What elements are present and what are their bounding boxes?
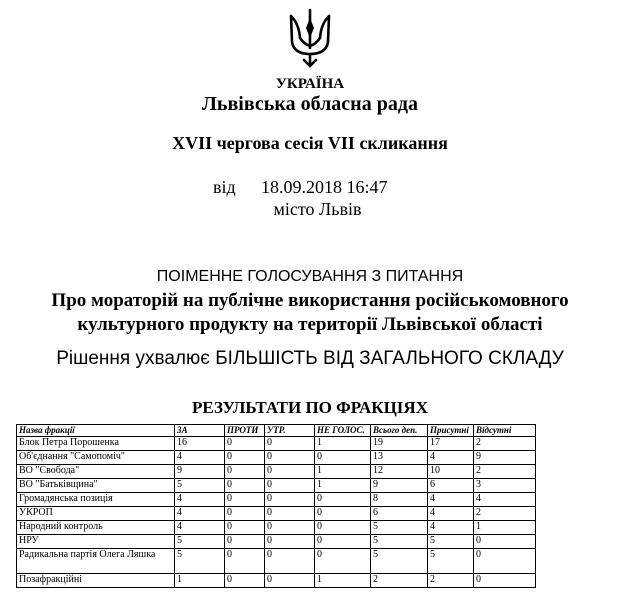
cell-present: 2 bbox=[428, 574, 474, 588]
vote-heading: ПОІМЕННЕ ГОЛОСУВАННЯ З ПИТАННЯ bbox=[156, 268, 464, 285]
topic-line-2: культурного продукту на території Львівської області bbox=[77, 314, 543, 335]
cell-present: 17 bbox=[428, 437, 474, 451]
col-header-absent: Відсутні bbox=[474, 425, 536, 437]
cell-against: 0 bbox=[225, 451, 265, 465]
cell-not-voted: 1 bbox=[315, 437, 371, 451]
cell-not-voted: 0 bbox=[315, 521, 371, 535]
cell-present: 4 bbox=[428, 493, 474, 507]
faction-results-table bbox=[16, 424, 536, 588]
cell-against: 0 bbox=[225, 465, 265, 479]
cell-total: 5 bbox=[371, 549, 428, 574]
session-title: XVII чергова сесія VII скликання bbox=[172, 133, 448, 153]
col-header-abstain: УТР. bbox=[265, 425, 315, 437]
cell-against: 0 bbox=[225, 437, 265, 451]
cell-for: 5 bbox=[175, 535, 225, 549]
table-row bbox=[17, 479, 536, 493]
cell-total: 6 bbox=[371, 507, 428, 521]
cell-total: 5 bbox=[371, 535, 428, 549]
faction-name: ВО "Свобода" bbox=[17, 465, 175, 479]
cell-not-voted: 0 bbox=[315, 493, 371, 507]
cell-absent: 2 bbox=[474, 465, 536, 479]
cell-present: 4 bbox=[428, 507, 474, 521]
cell-total: 2 bbox=[371, 574, 428, 588]
cell-not-voted: 0 bbox=[315, 451, 371, 465]
date-prefix: від bbox=[213, 177, 236, 197]
vote-datetime: 18.09.2018 16:47 bbox=[261, 177, 388, 197]
col-header-against: ПРОТИ bbox=[225, 425, 265, 437]
country-name: УКРАЇНА bbox=[275, 76, 345, 92]
cell-present: 5 bbox=[428, 549, 474, 574]
cell-abstain: 0 bbox=[265, 465, 315, 479]
cell-total: 5 bbox=[371, 521, 428, 535]
table-row bbox=[17, 535, 536, 549]
cell-abstain: 0 bbox=[265, 437, 315, 451]
city-name: місто Львів bbox=[273, 199, 362, 219]
cell-absent: 2 bbox=[474, 507, 536, 521]
vote-topic bbox=[0, 289, 620, 337]
faction-name: УКРОП bbox=[17, 507, 175, 521]
cell-present: 10 bbox=[428, 465, 474, 479]
cell-present: 4 bbox=[428, 521, 474, 535]
table-row bbox=[17, 465, 536, 479]
table-row bbox=[17, 493, 536, 507]
col-header-not-voted: НЕ ГОЛОС. bbox=[315, 425, 371, 437]
faction-name: ВО "Батьківщина" bbox=[17, 479, 175, 493]
cell-abstain: 0 bbox=[265, 507, 315, 521]
cell-for: 4 bbox=[175, 493, 225, 507]
faction-name: Блок Петра Порошенка bbox=[17, 437, 175, 451]
cell-for: 5 bbox=[175, 479, 225, 493]
cell-absent: 2 bbox=[474, 437, 536, 451]
cell-for: 4 bbox=[175, 451, 225, 465]
col-header-for: ЗА bbox=[175, 425, 225, 437]
topic-line-1: Про мораторій на публічне використання російськомовного bbox=[51, 290, 569, 311]
cell-for: 5 bbox=[175, 549, 225, 574]
cell-total: 9 bbox=[371, 479, 428, 493]
cell-absent: 9 bbox=[474, 451, 536, 465]
table-row bbox=[17, 507, 536, 521]
cell-for: 4 bbox=[175, 507, 225, 521]
trident-emblem-icon bbox=[286, 8, 334, 68]
cell-against: 0 bbox=[225, 574, 265, 588]
cell-abstain: 0 bbox=[265, 549, 315, 574]
faction-name: Народний контроль bbox=[17, 521, 175, 535]
cell-absent: 0 bbox=[474, 549, 536, 574]
cell-present: 4 bbox=[428, 451, 474, 465]
table-header-row bbox=[17, 425, 536, 437]
cell-abstain: 0 bbox=[265, 574, 315, 588]
cell-for: 1 bbox=[175, 574, 225, 588]
cell-abstain: 0 bbox=[265, 493, 315, 507]
faction-name: Позафракційні bbox=[17, 574, 175, 588]
cell-not-voted: 0 bbox=[315, 507, 371, 521]
faction-name: Радикальна партія Олега Ляшка bbox=[17, 549, 175, 574]
cell-against: 0 bbox=[225, 493, 265, 507]
cell-total: 8 bbox=[371, 493, 428, 507]
cell-abstain: 0 bbox=[265, 479, 315, 493]
col-header-faction: Назва фракції bbox=[17, 425, 175, 437]
cell-total: 13 bbox=[371, 451, 428, 465]
table-row bbox=[17, 549, 536, 574]
cell-absent: 3 bbox=[474, 479, 536, 493]
cell-absent: 1 bbox=[474, 521, 536, 535]
table-row bbox=[17, 437, 536, 451]
cell-absent: 4 bbox=[474, 493, 536, 507]
cell-abstain: 0 bbox=[265, 451, 315, 465]
cell-absent: 0 bbox=[474, 535, 536, 549]
table-row bbox=[17, 574, 536, 588]
cell-absent: 0 bbox=[474, 574, 536, 588]
council-name: Львівська обласна рада bbox=[202, 93, 418, 115]
cell-present: 6 bbox=[428, 479, 474, 493]
cell-for: 9 bbox=[175, 465, 225, 479]
cell-for: 16 bbox=[175, 437, 225, 451]
col-header-total: Всього деп. bbox=[371, 425, 428, 437]
col-header-present: Присутні bbox=[428, 425, 474, 437]
faction-name: НРУ bbox=[17, 535, 175, 549]
cell-against: 0 bbox=[225, 479, 265, 493]
cell-not-voted: 1 bbox=[315, 574, 371, 588]
cell-against: 0 bbox=[225, 521, 265, 535]
table-row bbox=[17, 451, 536, 465]
cell-not-voted: 1 bbox=[315, 465, 371, 479]
cell-not-voted: 0 bbox=[315, 535, 371, 549]
cell-against: 0 bbox=[225, 535, 265, 549]
table-row bbox=[17, 521, 536, 535]
cell-not-voted: 0 bbox=[315, 549, 371, 574]
cell-abstain: 0 bbox=[265, 535, 315, 549]
faction-name: Об'єднання "Самопоміч" bbox=[17, 451, 175, 465]
cell-present: 5 bbox=[428, 535, 474, 549]
cell-for: 4 bbox=[175, 521, 225, 535]
cell-total: 19 bbox=[371, 437, 428, 451]
faction-name: Громадянська позиція bbox=[17, 493, 175, 507]
cell-against: 0 bbox=[225, 507, 265, 521]
cell-against: 0 bbox=[225, 549, 265, 574]
cell-total: 12 bbox=[371, 465, 428, 479]
decision-text: Рішення ухвалює БІЛЬШІСТЬ ВІД ЗАГАЛЬНОГО СКЛАДУ bbox=[56, 348, 564, 369]
cell-abstain: 0 bbox=[265, 521, 315, 535]
results-title: РЕЗУЛЬТАТИ ПО ФРАКЦІЯХ bbox=[192, 398, 428, 417]
cell-not-voted: 1 bbox=[315, 479, 371, 493]
